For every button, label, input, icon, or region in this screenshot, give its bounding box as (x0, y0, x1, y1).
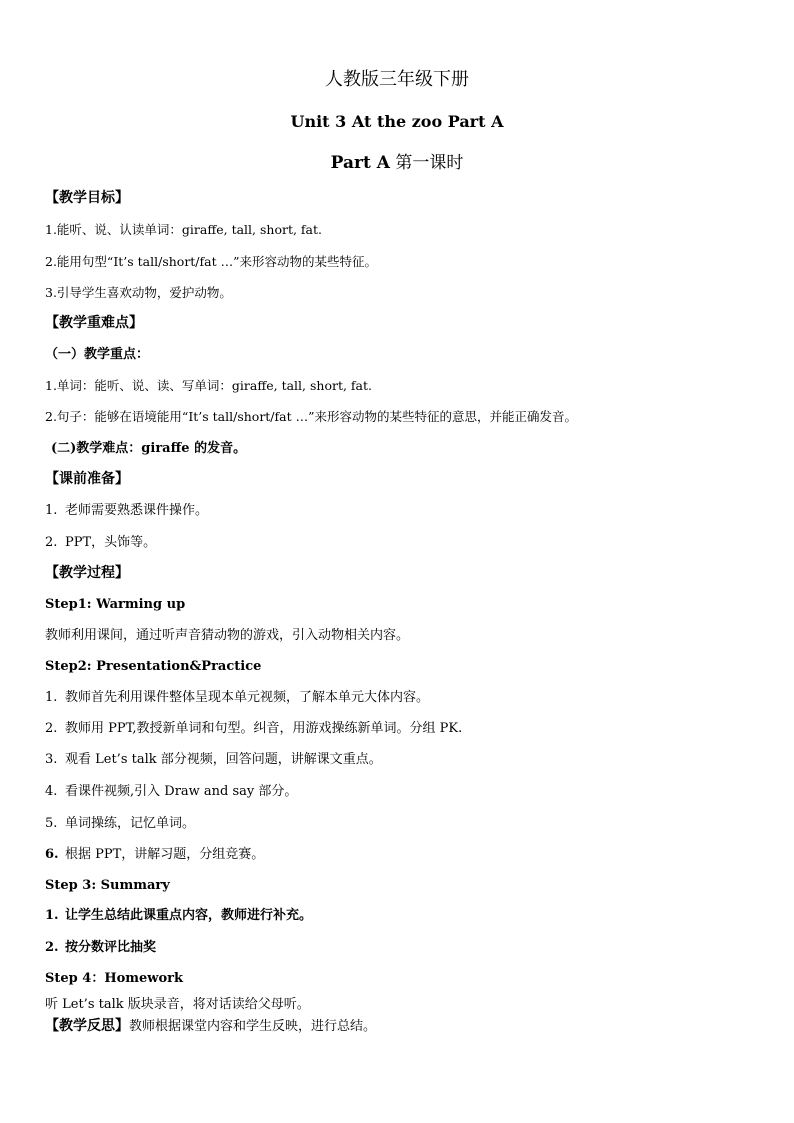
step4-title: Step 4：Homework (45, 971, 184, 986)
step3-item-text: 让学生总结此课重点内容，教师进行补充。 (65, 908, 313, 923)
goal-item: 2.能用句型“It’s tall/short/fat …”来形容动物的某些特征。 (45, 254, 377, 269)
key-point-item: 1.单词：能听、说、读、写单词：giraffe, tall, short, fat. (45, 378, 373, 393)
step3-item-text: 按分数评比抽奖 (65, 940, 157, 955)
step2-item-num: 2. (45, 721, 58, 736)
reflection (45, 1018, 376, 1035)
reflection-heading: 【教学反思】 (45, 1018, 129, 1034)
step3-title: Step 3: Summary (45, 878, 170, 893)
lesson-title-en: Part A (330, 153, 390, 173)
lesson-title (0, 152, 794, 174)
prep-item-text: 老师需要熟悉课件操作。 (65, 503, 209, 518)
lesson-title-cn: 第一课时 (389, 153, 464, 173)
step3-item (45, 908, 312, 924)
step2-item-text: 看课件视频,引入 Draw and say 部分。 (65, 784, 298, 799)
step2-item (45, 690, 429, 706)
step2-item-text: 单词操练，记忆单词。 (65, 816, 196, 831)
step2-item (45, 816, 195, 832)
document-title: 人教版三年级下册 (325, 69, 469, 90)
step2-item (45, 784, 297, 800)
prep-item-num: 1. (45, 503, 58, 518)
step2-item (45, 721, 462, 737)
step2-item-num: 6. (45, 847, 59, 862)
prep-heading: 【课前准备】 (45, 471, 129, 487)
step2-item-text: 教师用 PPT,教授新单词和句型。纠音，用游戏操练新单词。分组 PK. (65, 721, 463, 736)
unit-title: Unit 3 At the zoo Part A (290, 112, 504, 131)
prep-item (45, 535, 156, 551)
step4-text: 听 Let’s talk 版块录音，将对话读给父母听。 (45, 997, 310, 1012)
step1-title: Step1: Warming up (45, 597, 186, 612)
step2-item (45, 752, 382, 768)
step2-item-text: 根据 PPT，讲解习题，分组竞赛。 (65, 847, 265, 862)
step3-item (45, 940, 156, 956)
process-heading: 【教学过程】 (45, 565, 129, 581)
key-points-sub1: （一）教学重点： (45, 347, 150, 362)
step1-text: 教师利用课间，通过听声音猜动物的游戏，引入动物相关内容。 (45, 628, 410, 643)
prep-item (45, 503, 208, 519)
goal-item: 3.引导学生喜欢动物，爱护动物。 (45, 285, 232, 300)
step2-item-num: 1. (45, 690, 58, 705)
prep-item-text: PPT，头饰等。 (65, 535, 157, 550)
step2-item-text: 观看 Let’s talk 部分视频，回答问题，讲解课文重点。 (65, 752, 382, 767)
step2-item-text: 教师首先利用课件整体呈现本单元视频，了解本单元大体内容。 (65, 690, 430, 705)
reflection-text: 教师根据课堂内容和学生反映，进行总结。 (129, 1019, 377, 1034)
prep-item-num: 2. (45, 535, 58, 550)
goals-heading: 【教学目标】 (45, 190, 129, 206)
step2-title: Step2: Presentation&Practice (45, 659, 262, 674)
key-points-heading: 【教学重难点】 (45, 315, 143, 331)
step3-item-num: 1. (45, 908, 59, 923)
key-point-item: 2.句子：能够在语境能用“It’s tall/short/fat …”来形容动物的某些特征的意思，并能正确发音。 (45, 409, 577, 424)
goal-item: 1.能听、说、认读单词：giraffe, tall, short, fat. (45, 222, 323, 237)
step3-item-num: 2. (45, 940, 59, 955)
step2-item-num: 5. (45, 816, 58, 831)
step2-item-num: 4. (45, 784, 58, 799)
step2-item-num: 3. (45, 752, 58, 767)
key-points-sub2: (二)教学难点：giraffe 的发音。 (51, 441, 247, 456)
step2-item (45, 847, 264, 863)
